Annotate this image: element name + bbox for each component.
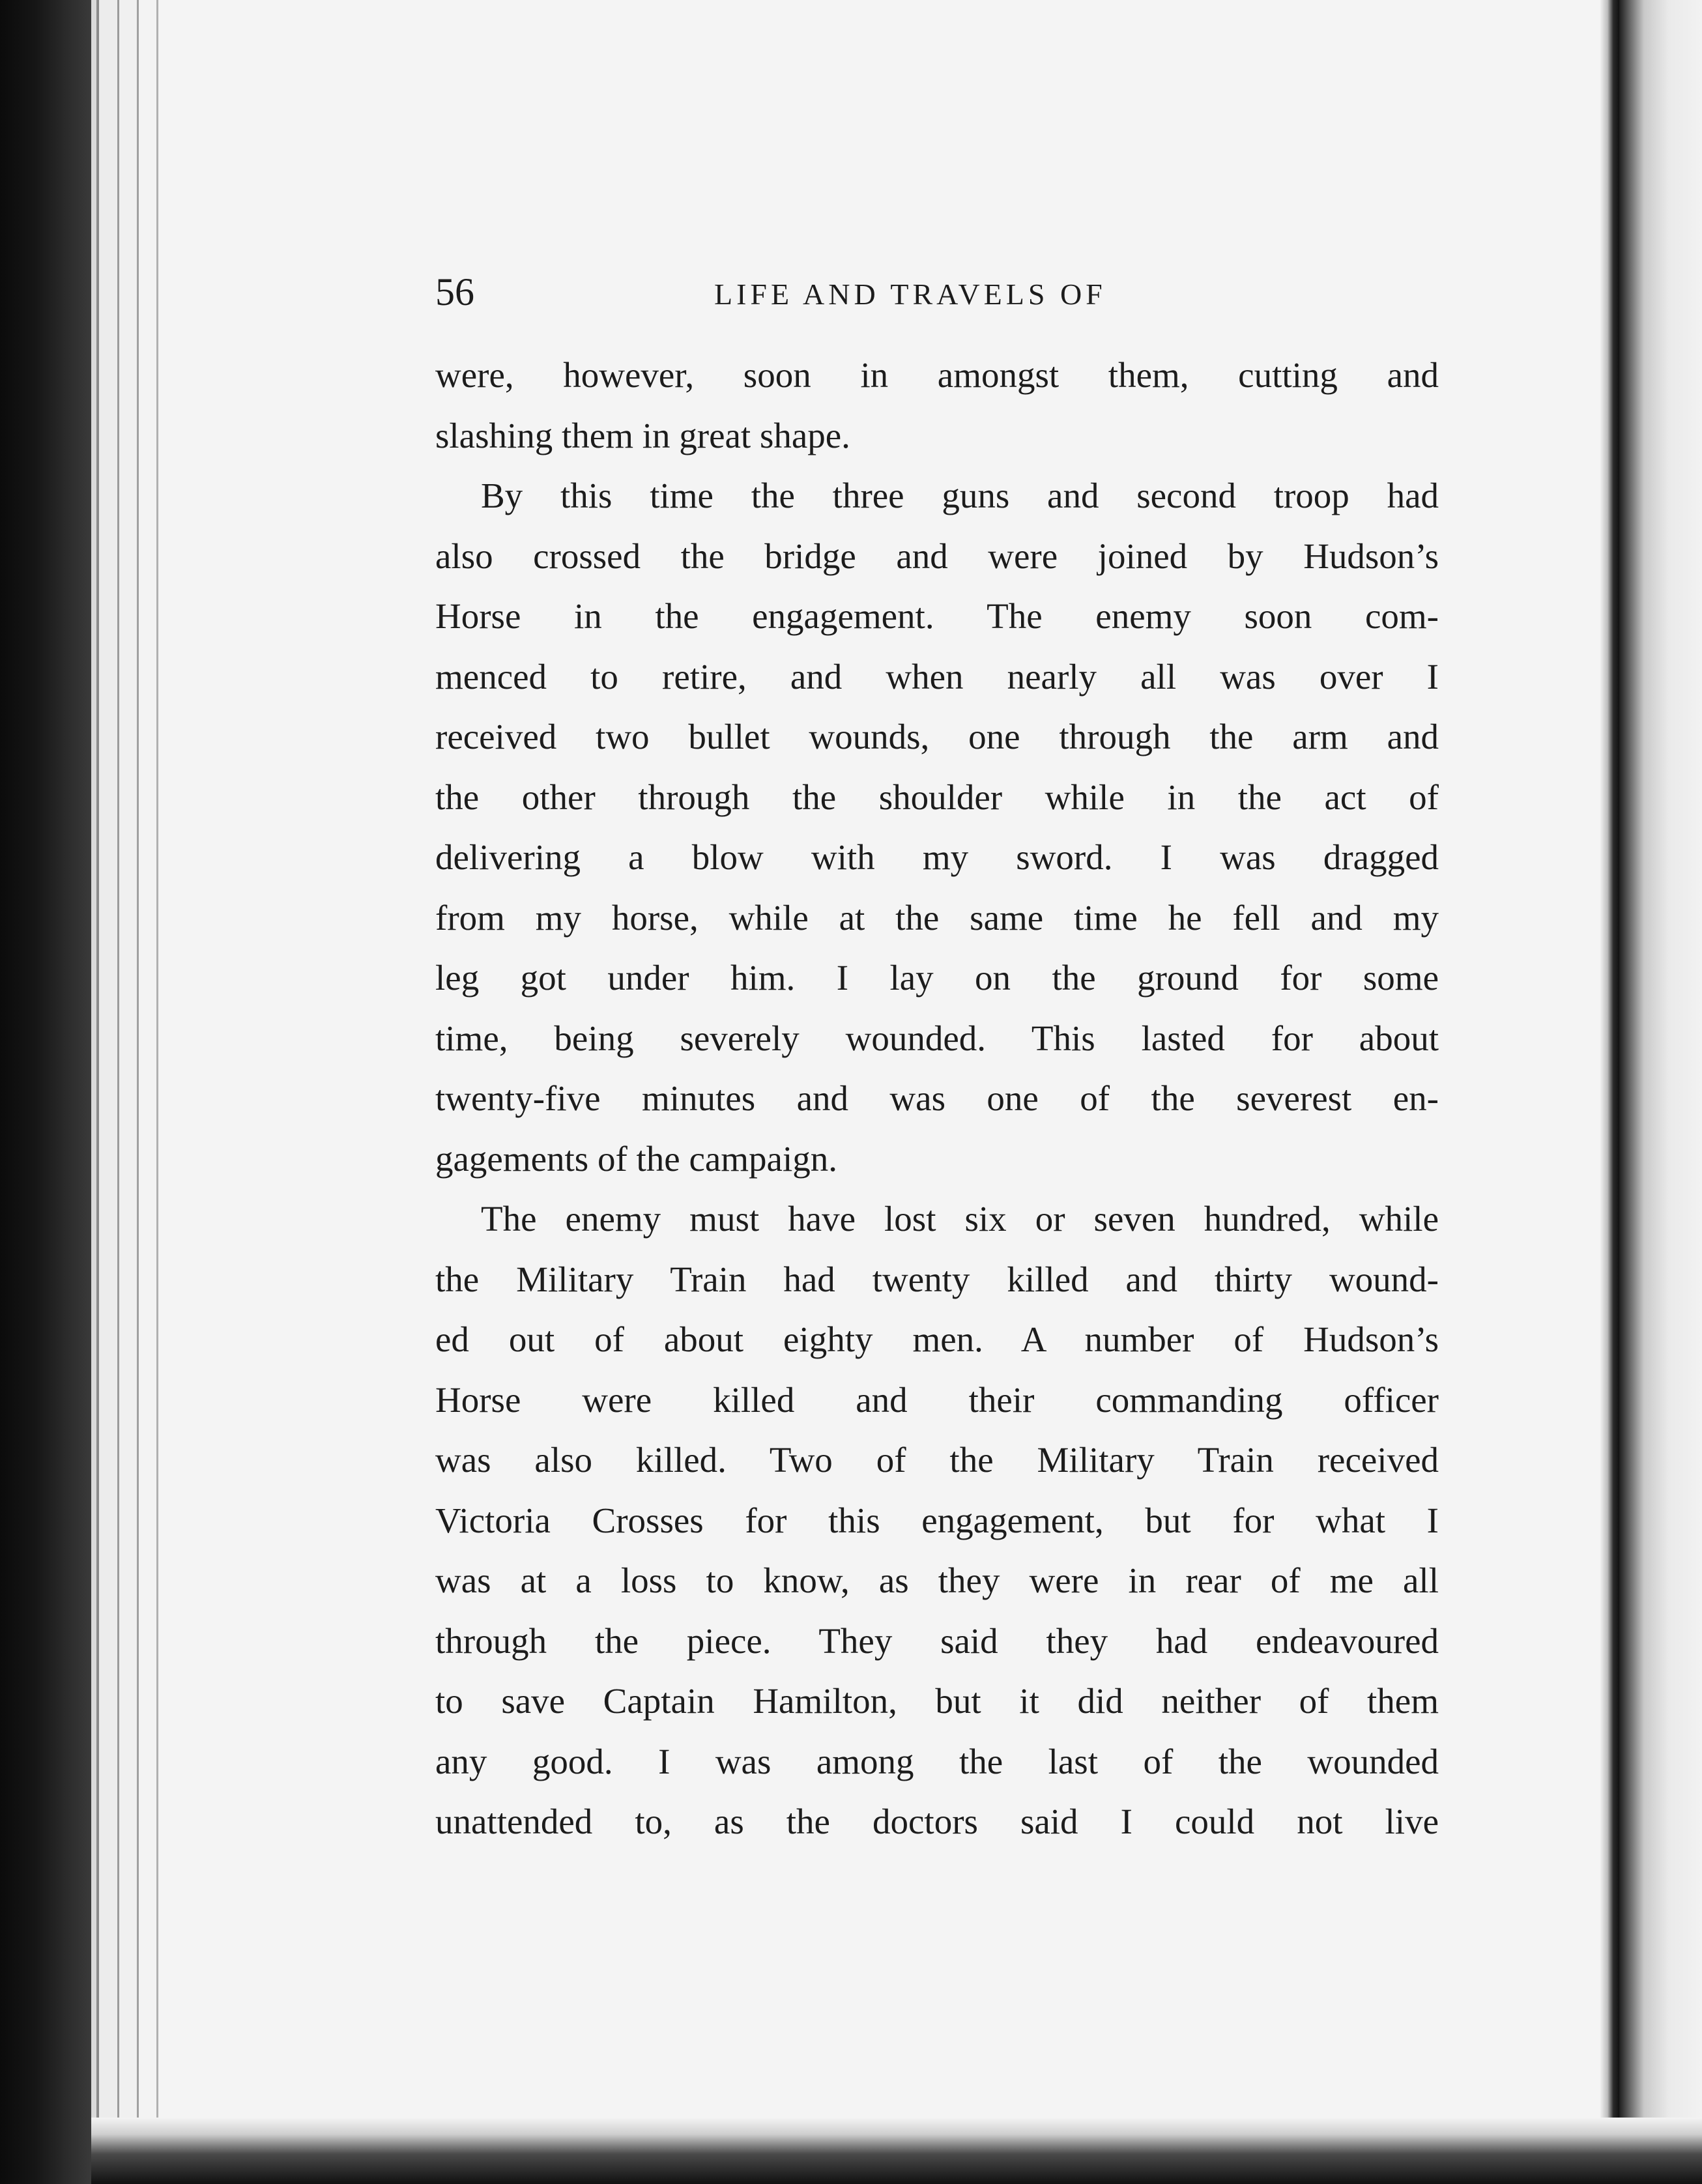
text-line: gagements of the campaign. [435,1138,838,1179]
text-line: Horse in the engagement. The enemy soon com- [435,596,1439,636]
text-line: menced to retire, and when nearly all was over I [435,656,1439,697]
text-line: was also killed. Two of the Military Train received [435,1440,1439,1480]
paragraph [435,345,1439,466]
text-line: the Military Train had twenty killed and thirty wound- [435,1259,1439,1299]
text-line: to save Captain Hamilton, but it did neither of them [435,1681,1439,1721]
book-bottom-edge [91,2118,1702,2184]
text-line: Horse were killed and their commanding officer [435,1379,1439,1420]
body-text [435,345,1439,1852]
page-header [435,266,1439,318]
text-line: received two bullet wounds, one through the arm and [435,717,1439,756]
text-line: also crossed the bridge and were joined by Hudson’s [435,536,1439,576]
text-line: were, however, soon in amongst them, cutting and [435,355,1439,395]
text-line: Victoria Crosses for this engagement, but for what I [435,1500,1439,1540]
next-page-edge [1619,0,1702,2184]
page-edges [91,0,195,2184]
text-line: from my horse, while at the same time he fell and my [435,897,1439,938]
text-line: was at a loss to know, as they were in rear of me all [435,1560,1439,1600]
book-binding-left [0,0,91,2184]
text-line: The enemy must have lost six or seven hundred, while [481,1199,1439,1239]
text-line: unattended to, as the doctors said I could not live [435,1802,1439,1841]
text-line: the other through the shoulder while in the act of [435,777,1439,817]
paragraph [435,1189,1439,1852]
text-line: leg got under him. I lay on the ground for some [435,958,1439,998]
text-line: slashing them in great shape. [435,415,850,455]
text-line: ed out of about eighty men. A number of Hudson’s [435,1319,1439,1359]
text-line: time, being severely wounded. This lasted for about [435,1018,1439,1058]
text-line: any good. I was among the last of the wounded [435,1741,1439,1781]
text-line: delivering a blow with my sword. I was dragged [435,837,1439,877]
text-line: By this time the three guns and second troop had [481,476,1439,515]
paragraph [435,466,1439,1189]
running-head: LIFE AND TRAVELS OF [714,278,1106,311]
text-line: twenty-five minutes and was one of the severest en- [435,1078,1439,1118]
book-gutter-right [1600,0,1619,2184]
page-number: 56 [435,270,474,313]
text-line: through the piece. They said they had endeavoured [435,1620,1439,1661]
